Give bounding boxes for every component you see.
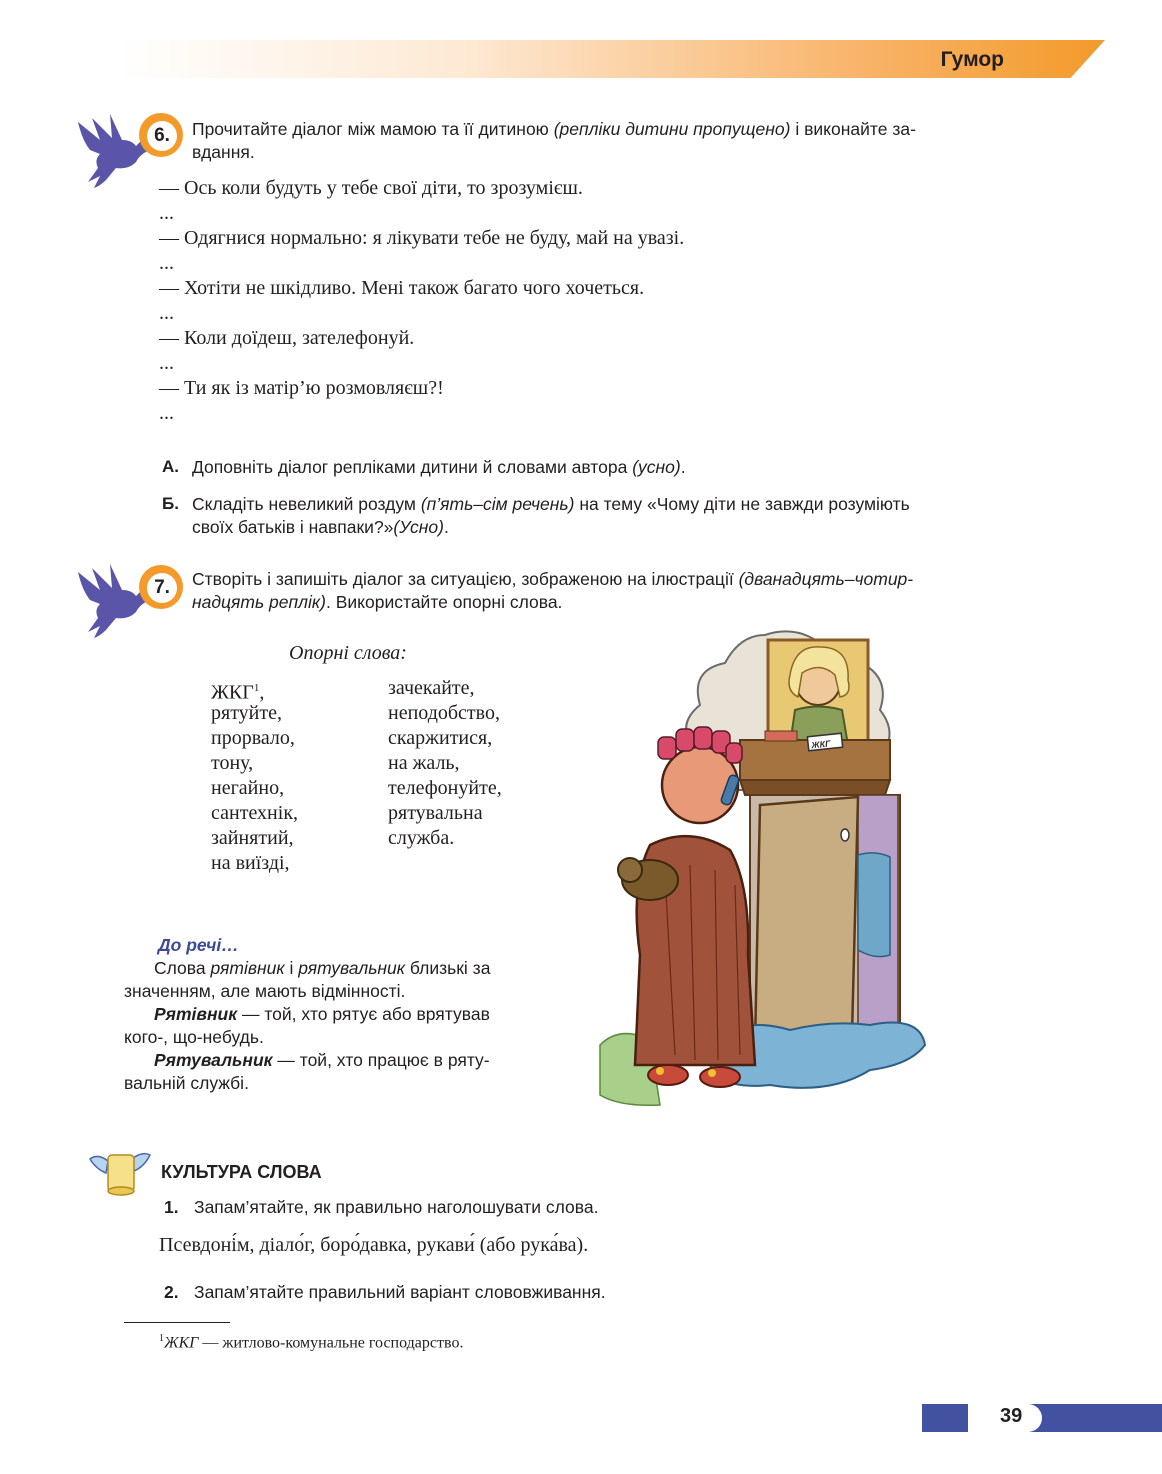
note-term-bold: Рятувальник	[154, 1050, 273, 1070]
task-number-badge	[139, 565, 183, 609]
note-text: — той, хто працює в ряту-	[272, 1050, 490, 1070]
subtask-a-end: .	[680, 457, 686, 477]
support-word: неподобство,	[388, 702, 500, 724]
task-number: 6.	[147, 121, 177, 151]
note-text: Слова	[154, 958, 211, 978]
task-7-italic: надцять реплік)	[192, 592, 326, 612]
culture-item-1-text: Запам’ятайте, як правильно наголошувати слова.	[194, 1197, 599, 1217]
desk-sign-label: ЖКГ	[810, 738, 832, 751]
dialog-ellipsis: ...	[159, 302, 174, 324]
dialog-ellipsis: ...	[159, 202, 174, 224]
dialog-ellipsis: ...	[159, 352, 174, 374]
support-word: прорвало,	[211, 727, 295, 749]
subtask-b-text-part: на тему «Чому діти не завжди розуміють	[574, 494, 910, 514]
subtask-b-letter: Б.	[162, 494, 179, 513]
culture-item-2-number: 2.	[164, 1282, 179, 1302]
subtask-a-text-part: Доповніть діалог репліками дитини й словами автора	[192, 457, 628, 477]
note-text: — той, хто рятує або врятував	[237, 1004, 490, 1024]
task-6-italic: (репліки дитини пропущено)	[553, 119, 791, 139]
dialog-line: — Ти як із матір’ю розмовляєш?!	[159, 377, 444, 399]
footnote-text: — житлово-комунальне господарство.	[198, 1334, 464, 1352]
note-text: значенням, але мають відмінності.	[124, 981, 406, 1001]
task-number-badge	[139, 113, 183, 157]
page-band	[922, 1404, 1162, 1432]
note-text: вальній службі.	[124, 1073, 249, 1093]
note-text: кого-, що-небудь.	[124, 1027, 264, 1047]
task-6-text	[192, 118, 1007, 164]
illustration-flooded-apartment	[590, 625, 940, 1110]
culture-item-1-number: 1.	[164, 1197, 179, 1217]
note-term-bold: Рятівник	[154, 1004, 238, 1024]
task-6-text-part: Прочитайте діалог між мамою та її дитиною	[192, 119, 554, 139]
note-text: і	[284, 958, 299, 978]
note-text: близькі за	[405, 958, 491, 978]
support-word-comma: ,	[259, 681, 265, 704]
dialog-ellipsis: ...	[159, 402, 174, 424]
support-word: негайно,	[211, 777, 285, 799]
task-7-text-part: . Використайте опорні слова.	[325, 592, 563, 612]
footnote-marker: 1	[159, 1333, 164, 1344]
dialog-line: — Ось коли будуть у тебе свої діти, то зрозумієш.	[159, 177, 583, 199]
support-word: ЖКГ	[211, 681, 254, 704]
support-word: зачекайте,	[388, 677, 475, 699]
support-word: сантехнік,	[211, 802, 299, 824]
subtask-a-letter: А.	[162, 457, 179, 476]
dialog-line: — Одягнися нормально: я лікувати тебе не буду, май на увазі.	[159, 227, 685, 249]
task-6-text-part: і виконайте за-	[790, 119, 916, 139]
subtask-b-end: .	[444, 517, 449, 537]
support-word: скаржитися,	[388, 727, 493, 749]
scroll-wings-icon	[86, 1147, 154, 1199]
task-7-text-part: Створіть і запишіть діалог за ситуацією, зображеною на ілюстрації	[192, 569, 739, 589]
support-word: зайнятий,	[211, 827, 294, 849]
support-words-col-2	[388, 676, 502, 851]
subtask-a-text	[192, 456, 686, 479]
task-7-italic: (дванадцять–чотир-	[738, 569, 914, 589]
footnote-term: ЖКГ	[164, 1334, 199, 1352]
subtask-b-text-part: своїх батьків і навпаки?»	[192, 517, 394, 537]
note-term: рятівник	[210, 958, 285, 978]
dialog-ellipsis: ...	[159, 252, 174, 274]
stress-words: Псевдоні́м, діало́г, боро́давка, рукави́ (або рука́ва).	[159, 1234, 589, 1256]
dialog-block	[159, 176, 684, 426]
culture-item-2-text: Запам’ятайте правильний варіант слововживання.	[194, 1282, 606, 1302]
support-word: на жаль,	[388, 752, 460, 774]
support-word: служба.	[388, 827, 455, 849]
task-6-text-line2: вдання.	[192, 142, 255, 162]
support-word: телефонуйте,	[388, 777, 502, 799]
support-words-title: Опорні слова:	[289, 642, 407, 664]
subtask-b-italic: (Усно)	[393, 517, 444, 537]
support-word: рятуйте,	[211, 702, 282, 724]
note-title: До речі…	[158, 935, 239, 955]
footnote-divider	[124, 1322, 230, 1323]
support-word: рятувальна	[388, 802, 483, 824]
support-words-col-1	[211, 676, 298, 876]
subtask-a-italic: (усно)	[632, 457, 681, 477]
subtask-b-italic: (п’ять–сім речень)	[420, 494, 575, 514]
page-number: 39	[1000, 1405, 1023, 1427]
note-term: рятувальник	[298, 958, 406, 978]
task-7-text	[192, 568, 1007, 614]
footnote-marker: 1	[253, 682, 260, 694]
support-word: на виїзді,	[211, 852, 290, 874]
culture-title: КУЛЬТУРА СЛОВА	[161, 1162, 322, 1182]
footnote	[159, 1333, 463, 1352]
dialog-line: — Хотіти не шкідливо. Мені також багато чого хочеться.	[159, 277, 645, 299]
note-box	[124, 934, 524, 1095]
task-number: 7.	[147, 573, 177, 603]
subtask-b-text-part: Складіть невеликий роздум	[192, 494, 421, 514]
subtask-b-text	[192, 493, 1007, 539]
dialog-line: — Коли доїдеш, зателефонуй.	[159, 327, 415, 349]
section-title: Гумор	[940, 48, 1004, 71]
support-word: тону,	[211, 752, 254, 774]
